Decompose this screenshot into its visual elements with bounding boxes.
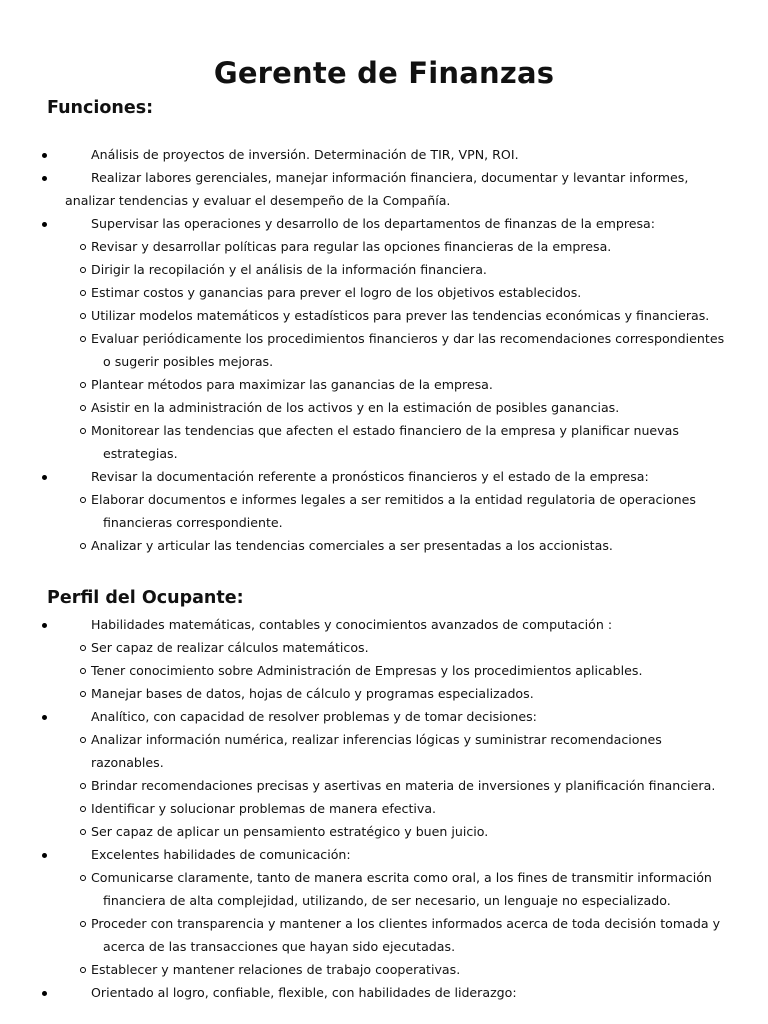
section-heading-perfil: Perfil del Ocupante: [47,588,244,608]
circle-bullet-icon [80,806,86,812]
sub-list-item: Plantear métodos para maximizar las ganancias de la empresa. [0,373,768,396]
sub-list-item: Tener conocimiento sobre Administración de Empresas y los procedimientos aplicables. [0,659,768,682]
sub-list-item: Ser capaz de realizar cálculos matemáticos. [0,636,768,659]
sub-list-item: Ser capaz de aplicar un pensamiento estratégico y buen juicio. [0,820,768,843]
circle-bullet-icon [80,382,86,388]
list-item: Habilidades matemáticas, contables y conocimientos avanzados de computación : [0,613,768,636]
circle-bullet-icon [80,497,86,503]
circle-bullet-icon [80,543,86,549]
circle-bullet-icon [80,921,86,927]
bullet-icon [42,715,47,720]
sub-list-item: Comunicarse claramente, tanto de manera escrita como oral, a los fines de transmitir información financiera de alta complejidad, utilizando, de ser necesario, un lenguaje no especializado. [0,866,768,912]
circle-bullet-icon [80,829,86,835]
bullet-icon [42,475,47,480]
list-item: Análisis de proyectos de inversión. Determinación de TIR, VPN, ROI. [0,143,768,166]
list-item: Excelentes habilidades de comunicación: [0,843,768,866]
sub-list-item: Brindar recomendaciones precisas y asertivas en materia de inversiones y planificación financiera. [0,774,768,797]
circle-bullet-icon [80,875,86,881]
list-item: Analítico, con capacidad de resolver problemas y de tomar decisiones: [0,705,768,728]
bullet-icon [42,222,47,227]
sub-list-item: Manejar bases de datos, hojas de cálculo y programas especializados. [0,682,768,705]
sub-list-item: Utilizar modelos matemáticos y estadísticos para prever las tendencias económicas y financieras. [0,304,768,327]
sub-list-item: Dirigir la recopilación y el análisis de la información financiera. [0,258,768,281]
sub-list-item: Analizar información numérica, realizar inferencias lógicas y suministrar recomendaciones razonables. [0,728,768,774]
circle-bullet-icon [80,691,86,697]
circle-bullet-icon [80,428,86,434]
sub-list-item: Monitorear las tendencias que afecten el estado financiero de la empresa y planificar nuevas estrategias. [0,419,768,465]
perfil-list [0,613,768,1004]
circle-bullet-icon [80,405,86,411]
list-item: Orientado al logro, confiable, flexible, con habilidades de liderazgo: [0,981,768,1004]
sub-list-item: Identificar y solucionar problemas de manera efectiva. [0,797,768,820]
list-item: Supervisar las operaciones y desarrollo de los departamentos de finanzas de la empresa: [0,212,768,235]
bullet-icon [42,153,47,158]
circle-bullet-icon [80,668,86,674]
circle-bullet-icon [80,967,86,973]
sub-list-item: Asistir en la administración de los activos y en la estimación de posibles ganancias. [0,396,768,419]
bullet-icon [42,176,47,181]
sub-list-item: Proceder con transparencia y mantener a los clientes informados acerca de toda decisión tomada y acerca de las transacciones que hayan sido ejecutadas. [0,912,768,958]
sub-list-item: Elaborar documentos e informes legales a ser remitidos a la entidad regulatoria de operaciones financieras correspondiente. [0,488,768,534]
bullet-icon [42,853,47,858]
sub-list-item: Revisar y desarrollar políticas para regular las opciones financieras de la empresa. [0,235,768,258]
page-title: Gerente de Finanzas [213,56,555,90]
section-heading-funciones: Funciones: [47,98,154,118]
list-item: Realizar labores gerenciales, manejar información financiera, documentar y levantar informes, analizar tendencias y evaluar el desempeño de la Compañía. [0,166,768,212]
bullet-icon [42,623,47,628]
sub-list-item: Establecer y mantener relaciones de trabajo cooperativas. [0,958,768,981]
circle-bullet-icon [80,244,86,250]
circle-bullet-icon [80,313,86,319]
circle-bullet-icon [80,290,86,296]
circle-bullet-icon [80,267,86,273]
circle-bullet-icon [80,783,86,789]
circle-bullet-icon [80,645,86,651]
sub-list-item: Estimar costos y ganancias para prever el logro de los objetivos establecidos. [0,281,768,304]
circle-bullet-icon [80,737,86,743]
circle-bullet-icon [80,336,86,342]
sub-list-item: Evaluar periódicamente los procedimientos financieros y dar las recomendaciones correspondientes o sugerir posibles mejoras. [0,327,768,373]
sub-list-item: Analizar y articular las tendencias comerciales a ser presentadas a los accionistas. [0,534,768,557]
funciones-list [0,143,768,557]
list-item: Revisar la documentación referente a pronósticos financieros y el estado de la empresa: [0,465,768,488]
bullet-icon [42,991,47,996]
